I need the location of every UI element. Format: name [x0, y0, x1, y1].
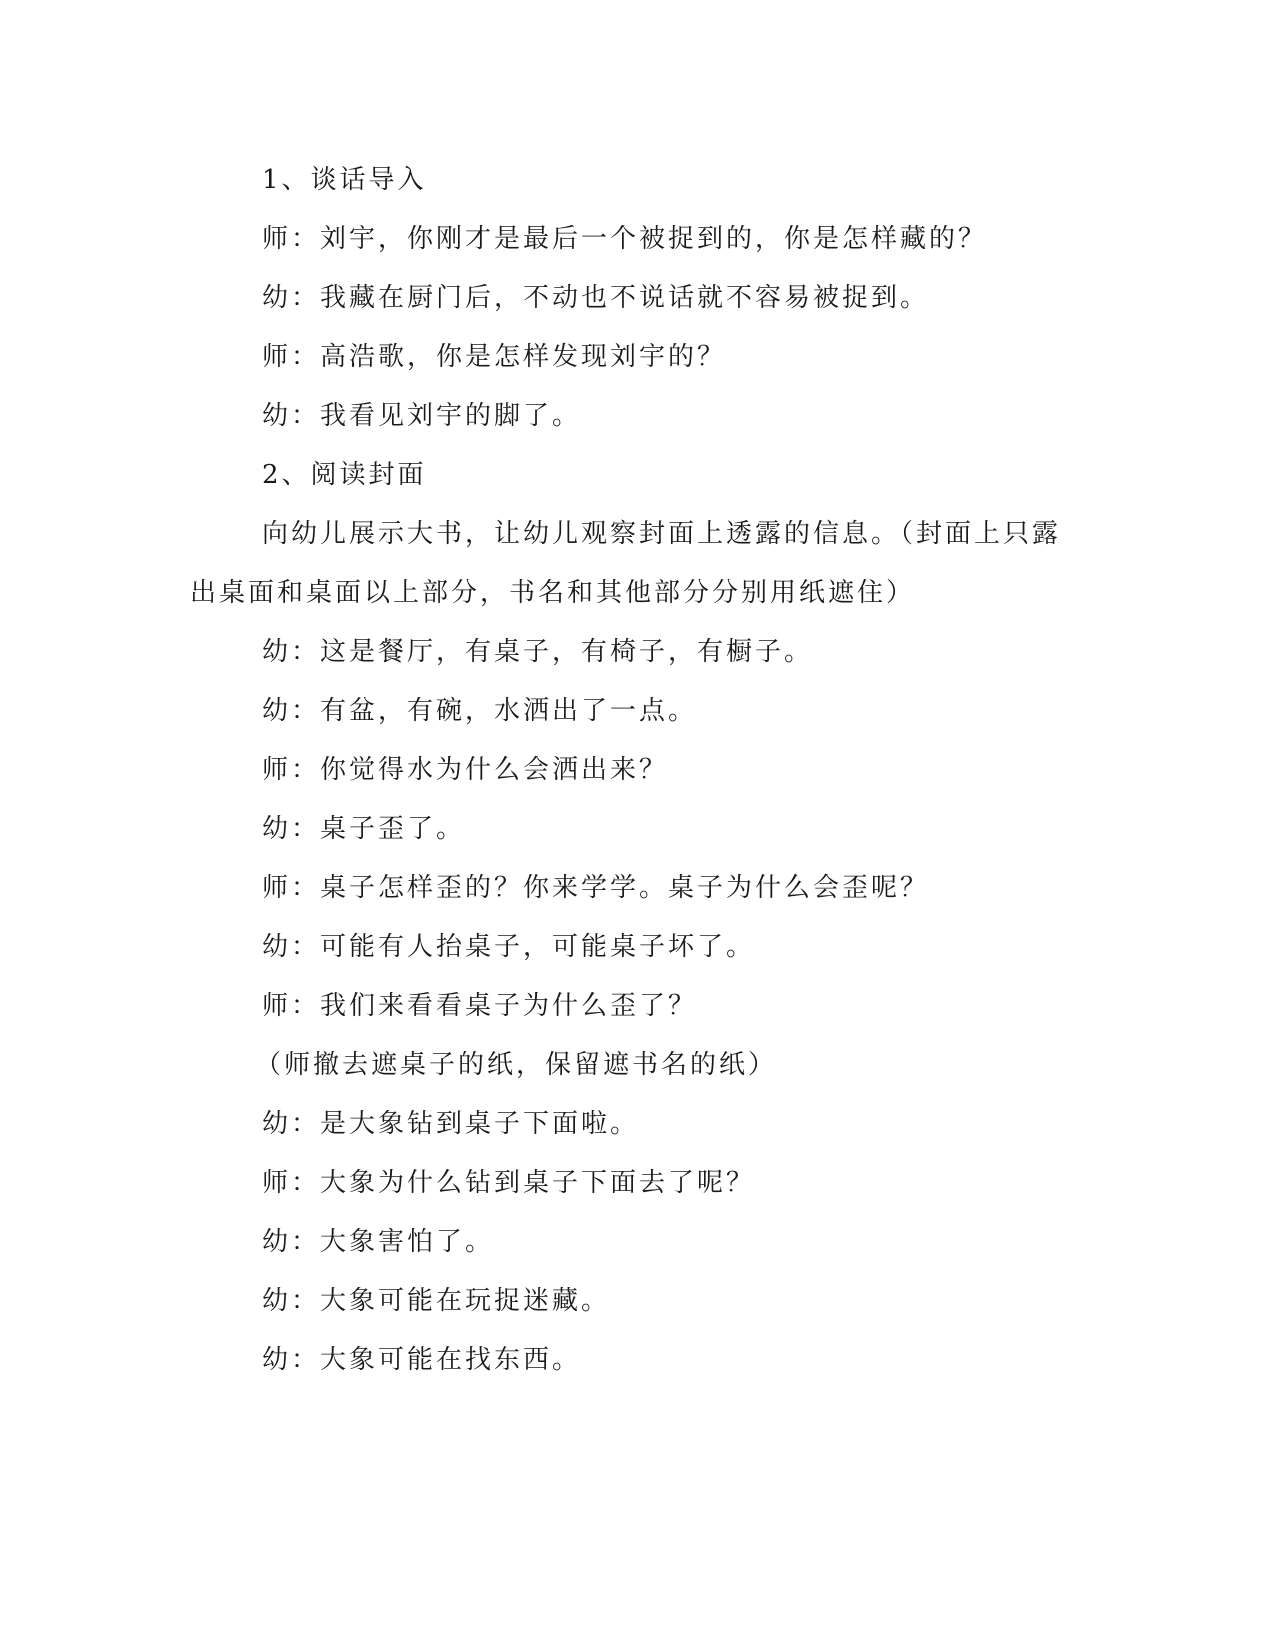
dialogue-line: 师：我们来看看桌子为什么歪了？: [262, 991, 698, 1021]
dialogue-line: 幼：桌子歪了。: [262, 814, 466, 844]
dialogue-line: 幼：有盆，有碗，水洒出了一点。: [262, 696, 698, 726]
dialogue-line: 幼：这是餐厅，有桌子，有椅子，有橱子。: [262, 637, 814, 667]
section-heading-2: 2、阅读封面: [262, 460, 427, 490]
section-heading-1: 1、谈话导入: [262, 165, 427, 195]
dialogue-line: 师：桌子怎样歪的？你来学学。桌子为什么会歪呢？: [262, 873, 930, 903]
paragraph-line: 向幼儿展示大书，让幼儿观察封面上透露的信息。（封面上只露: [262, 519, 1062, 549]
stage-direction: （师撤去遮桌子的纸，保留遮书名的纸）: [255, 1050, 778, 1080]
dialogue-line: 幼：大象可能在找东西。: [262, 1345, 582, 1375]
dialogue-line: 师：你觉得水为什么会洒出来？: [262, 755, 669, 785]
dialogue-line: 幼：我藏在厨门后，不动也不说话就不容易被捉到。: [262, 283, 930, 313]
dialogue-line: 幼：是大象钻到桌子下面啦。: [262, 1109, 640, 1139]
dialogue-line: 师：刘宇，你刚才是最后一个被捉到的，你是怎样藏的？: [262, 224, 988, 254]
dialogue-line: 师：大象为什么钻到桌子下面去了呢？: [262, 1168, 756, 1198]
dialogue-line: 幼：我看见刘宇的脚了。: [262, 401, 582, 431]
dialogue-line: 幼：大象害怕了。: [262, 1227, 495, 1257]
dialogue-line: 幼：大象可能在玩捉迷藏。: [262, 1286, 611, 1316]
dialogue-line: 师：高浩歌，你是怎样发现刘宇的？: [262, 342, 727, 372]
dialogue-line: 幼：可能有人抬桌子，可能桌子坏了。: [262, 932, 756, 962]
paragraph-line-continued: 出桌面和桌面以上部分，书名和其他部分分别用纸遮住）: [190, 578, 916, 608]
